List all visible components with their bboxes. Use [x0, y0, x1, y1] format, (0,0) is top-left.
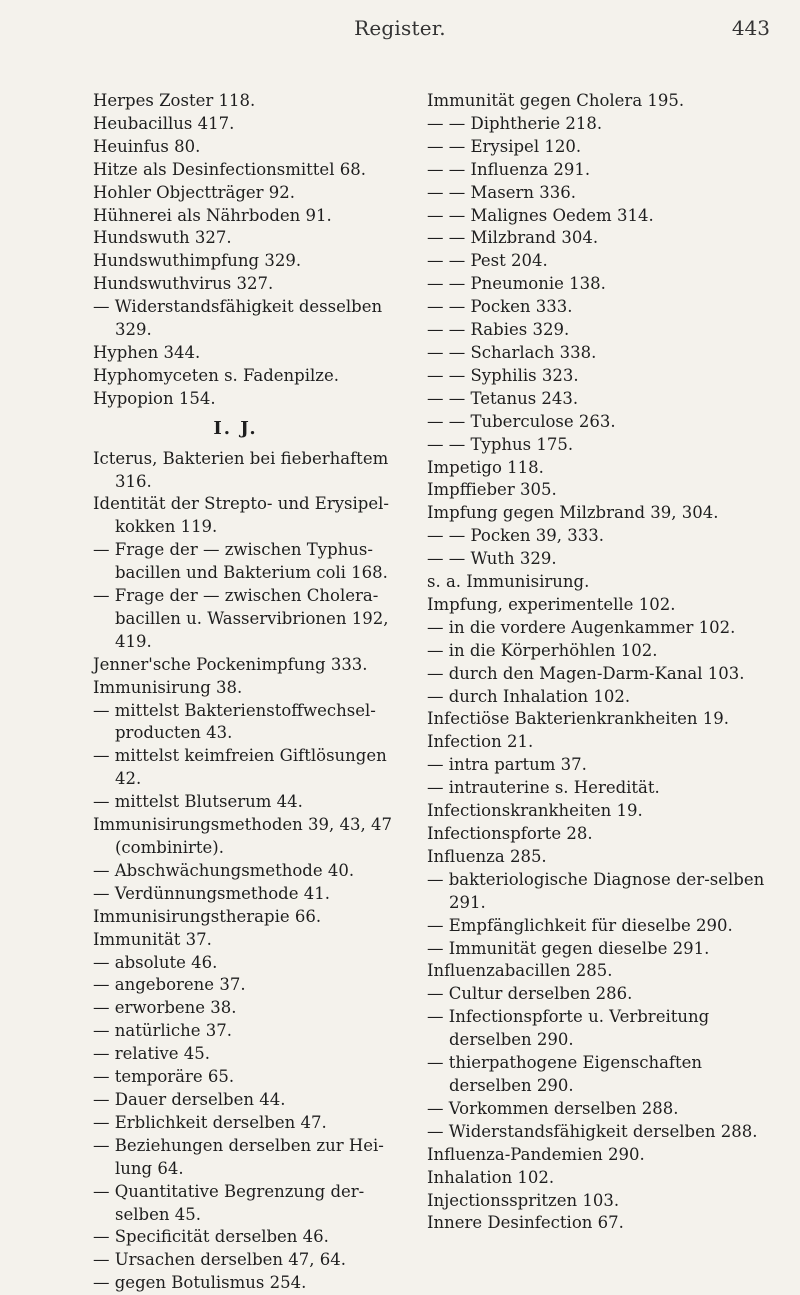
index-entry: — Immunität gegen dieselbe 291.	[427, 938, 710, 958]
index-entry: — mittelst Blutserum 44.	[93, 792, 303, 812]
page-number: 443	[731, 16, 770, 40]
index-entry: Immunisirungstherapie 66.	[93, 906, 322, 926]
index-entry: Immunität 37.	[93, 929, 212, 949]
index-entry: — — Erysipel 120.	[427, 136, 582, 156]
index-entry: — Quantitative Begrenzung der-selben 45.	[93, 1181, 365, 1224]
index-entry: — — Masern 336.	[427, 182, 576, 202]
section-heading: I. J.	[213, 417, 258, 439]
index-entry: — erworbene 38.	[93, 998, 237, 1018]
index-entry: — temporäre 65.	[93, 1067, 235, 1087]
index-entry: — — Typhus 175.	[427, 434, 574, 454]
index-entry: — — Pocken 333.	[427, 297, 573, 317]
index-entry: — durch Inhalation 102.	[427, 686, 631, 706]
index-entry: Influenza-Pandemien 290.	[427, 1144, 645, 1164]
index-entry: Identität der Strepto- und Erysipel-kokken 119.	[93, 494, 389, 537]
index-entry: — Infectionspforte u. Verbreitung derselben 290.	[427, 1007, 710, 1050]
index-entry: — thierpathogene Eigenschaften derselben 290.	[427, 1053, 703, 1095]
index-entry: — — Pest 204.	[427, 251, 548, 271]
index-entry: — Erblichkeit derselben 47.	[93, 1112, 327, 1132]
index-entry: Hundswuthimpfung 329.	[93, 251, 302, 271]
index-entry: Immunisirungsmethoden 39, 43, 47 (combinirte).	[93, 815, 393, 857]
index-entry: — Beziehungen derselben zur Hei-lung 64.	[93, 1135, 384, 1178]
index-entry: — angeborene 37.	[93, 975, 246, 995]
index-entry: — absolute 46.	[93, 952, 218, 972]
index-entry: s. a. Immunisirung.	[427, 572, 590, 592]
index-entry: — Abschwächungsmethode 40.	[93, 860, 355, 880]
index-entry: Hundswuthvirus 327.	[93, 274, 274, 294]
index-entry: Jenner'sche Pockenimpfung 333.	[93, 654, 368, 674]
index-entry: Impfung, experimentelle 102.	[427, 594, 676, 614]
index-entry: — — Tetanus 243.	[427, 388, 579, 408]
index-entry: Infection 21.	[427, 732, 534, 752]
index-entry: Immunisirung 38.	[93, 677, 243, 697]
index-entry: Impetigo 118.	[427, 457, 544, 477]
index-entry: — Dauer derselben 44.	[93, 1089, 286, 1109]
index-entry: — Widerstandsfähigkeit desselben 329.	[93, 297, 383, 340]
index-entry: — in die vordere Augenkammer 102.	[427, 617, 736, 637]
index-entry: Hohler Objectträger 92.	[93, 182, 296, 202]
index-entry: — Frage der — zwischen Cholera-bacillen u. Wasservibrionen 192, 419.	[93, 586, 389, 651]
index-entry: — relative 45.	[93, 1044, 210, 1064]
index-entry: Hundswuth 327.	[93, 228, 232, 248]
index-entry: Infectiöse Bakterienkrankheiten 19.	[427, 709, 730, 729]
index-entry: Icterus, Bakterien bei fieberhaftem 316.	[93, 448, 389, 491]
index-entry: Impffieber 305.	[427, 480, 557, 500]
running-title: Register.	[354, 16, 446, 40]
index-entry: — natürliche 37.	[93, 1021, 233, 1041]
index-entry: — — Tuberculose 263.	[427, 411, 616, 431]
index-entry: — — Malignes Oedem 314.	[427, 205, 654, 225]
index-entry: Immunität gegen Cholera 195.	[427, 91, 685, 110]
index-entry: — mittelst keimfreien Giftlösungen 42.	[93, 746, 387, 789]
index-entry: — Verdünnungsmethode 41.	[93, 883, 330, 903]
index-entry: — intra partum 37.	[427, 755, 587, 775]
index-entry: — — Diphtherie 218.	[427, 113, 603, 133]
index-entry: — — Wuth 329.	[427, 549, 557, 569]
index-column-left	[93, 90, 398, 1295]
index-entry: Hypopion 154.	[93, 388, 216, 408]
index-entry: — Specificität derselben 46.	[93, 1227, 329, 1247]
page-header	[0, 12, 800, 42]
index-entry: — — Scharlach 338.	[427, 342, 597, 362]
index-entry: Influenzabacillen 285.	[427, 961, 613, 981]
index-entry: Influenza 285.	[427, 846, 547, 866]
index-entry: — mittelst Bakterienstoffwechsel-producten 43.	[93, 700, 376, 743]
index-entry: Innere Desinfection 67.	[427, 1213, 624, 1233]
index-entry: — Vorkommen derselben 288.	[427, 1098, 679, 1118]
index-entry: — in die Körperhöhlen 102.	[427, 640, 658, 660]
index-entry: — — Pneumonie 138.	[427, 274, 606, 294]
index-entry: — — Syphilis 323.	[427, 365, 579, 385]
index-entry: Inhalation 102.	[427, 1167, 555, 1187]
index-entry: — — Milzbrand 304.	[427, 228, 599, 248]
index-entry: — — Influenza 291.	[427, 159, 591, 179]
index-entry: — durch den Magen-Darm-Kanal 103.	[427, 663, 745, 683]
index-entry: Herpes Zoster 118.	[93, 91, 256, 110]
index-entry: — Empfänglichkeit für dieselbe 290.	[427, 915, 733, 935]
index-entry: — Frage der — zwischen Typhus-bacillen und Bakterium coli 168.	[93, 540, 388, 583]
index-entry: — gegen Botulismus 254.	[93, 1273, 307, 1293]
index-entry: Injectionsspritzen 103.	[427, 1190, 620, 1210]
index-entry: Infectionspforte 28.	[427, 824, 593, 843]
index-entry: Impfung gegen Milzbrand 39, 304.	[427, 503, 719, 523]
index-entry: — — Rabies 329.	[427, 320, 570, 340]
index-entry: Hyphomyceten s. Fadenpilze.	[93, 365, 339, 385]
index-entry: Hühnerei als Nährboden 91.	[93, 205, 332, 225]
index-entry: Heuinfus 80.	[93, 136, 201, 156]
index-entry: Hitze als Desinfectionsmittel 68.	[93, 159, 366, 179]
index-entry: — — Pocken 39, 333.	[427, 526, 604, 546]
index-entry: — Widerstandsfähigkeit derselben 288.	[427, 1121, 758, 1141]
index-entry: — intrauterine s. Heredität.	[427, 778, 660, 798]
index-column-right	[427, 90, 777, 1235]
index-entry: — Cultur derselben 286.	[427, 984, 633, 1004]
index-entry: Infectionskrankheiten 19.	[427, 801, 643, 821]
index-entry: — Ursachen derselben 47, 64.	[93, 1250, 346, 1270]
index-entry: Hyphen 344.	[93, 342, 201, 362]
index-entry: — bakteriologische Diagnose der-selben 291.	[427, 869, 765, 912]
index-entry: Heubacillus 417.	[93, 113, 235, 133]
